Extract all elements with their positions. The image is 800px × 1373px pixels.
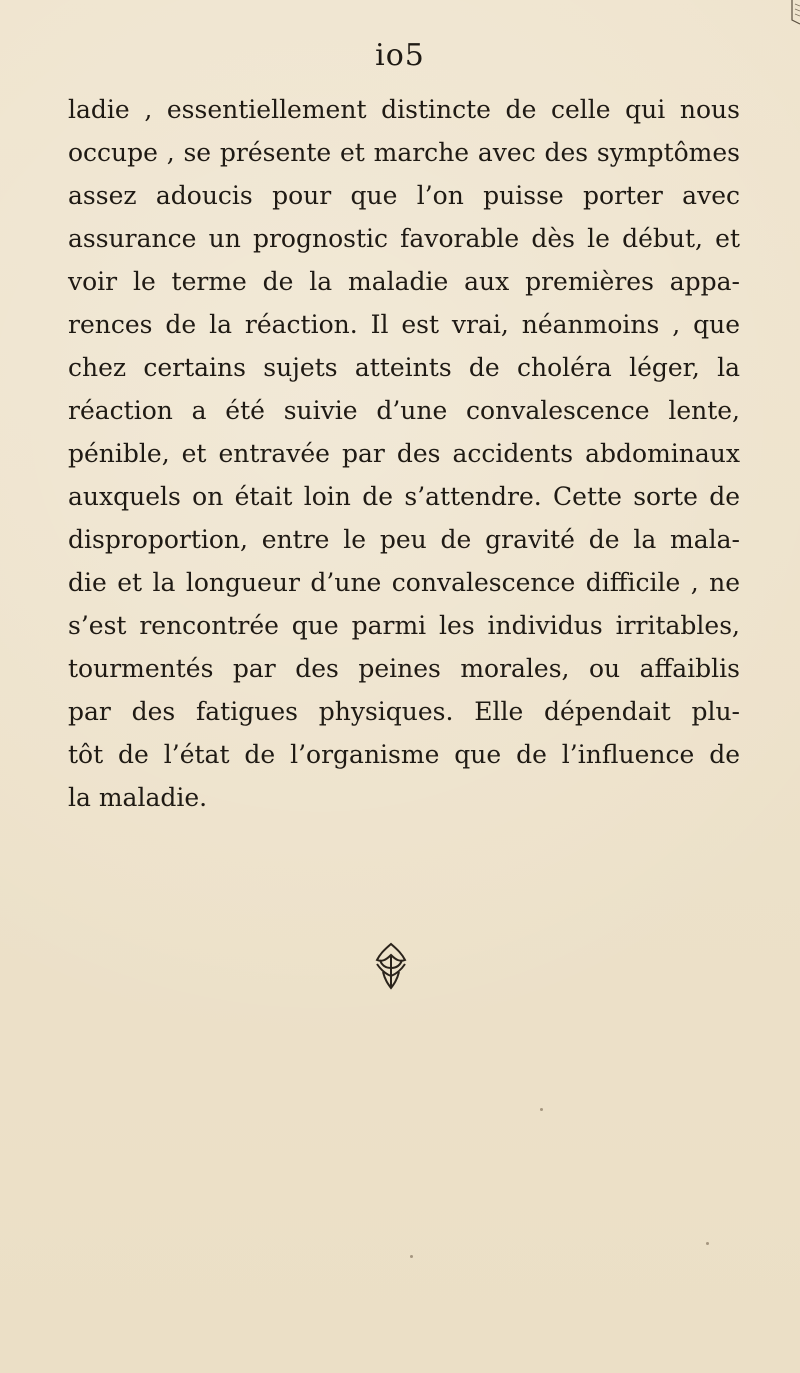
text-line: assez adoucis pour que l’on puisse porter avec [68,181,740,210]
text-line: voir le terme de la maladie aux premières appa- [68,267,740,296]
text-line: tôt de l’état de l’organisme que de l’influence de [68,740,740,769]
text-line: tourmentés par des peines morales, ou affaiblis [68,654,740,683]
text-line: s’est rencontrée que parmi les individus irritables, [68,611,740,640]
text-line: pénible, et entravée par des accidents abdominaux [68,439,740,468]
text-line: par des fatigues physiques. Elle dépendait plu- [68,697,740,726]
text-line: occupe , se présente et marche avec des symptômes [68,138,740,167]
paper-speck [706,1242,709,1245]
text-line: auxquels on était loin de s’attendre. Cette sorte de [68,482,740,511]
text-line: ladie , essentiellement distincte de celle qui nous [68,95,740,124]
paper-speck [410,1255,413,1258]
page-number: io5 [375,38,425,73]
paper-speck [540,1108,543,1111]
text-line: chez certains sujets atteints de choléra léger, la [68,353,740,382]
text-line: réaction a été suivie d’une convalescence lente, [68,396,740,425]
body-text [68,88,740,819]
text-line: la maladie. [68,783,208,812]
page-corner-edge [762,0,800,28]
text-line: assurance un prognostic favorable dès le début, et [68,224,740,253]
text-line: rences de la réaction. Il est vrai, néanmoins , que [68,310,740,339]
text-line: die et la longueur d’une convalescence difficile , ne [68,568,740,597]
fleuron-icon [372,940,410,992]
text-line: disproportion, entre le peu de gravité de la mala- [68,525,740,554]
